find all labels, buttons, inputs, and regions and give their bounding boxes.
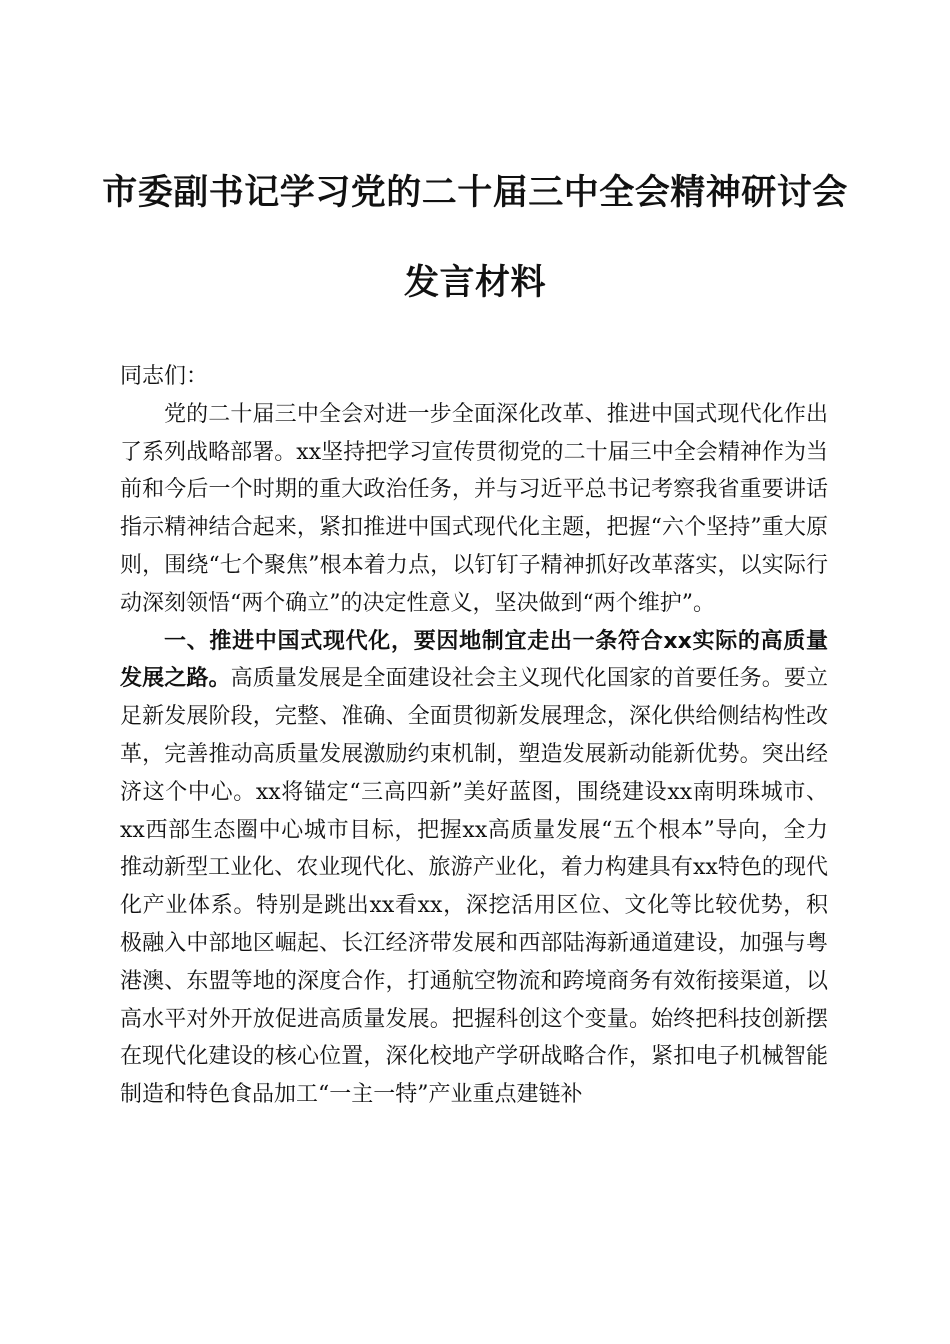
paragraph-text: 党的二十届三中全会对进一步全面深化改革、推进中国式现代化作出了系列战略部署。xx坚持把学习宣传贯彻党的二十届三中全会精神作为当前和今后一个时期的重大政治任务，并与习近平总书记考察我省重要讲话指示精神结合起来，紧扣推进中国式现代化主题，把握“六个坚持”重大原则，围绕“七个聚焦”根本着力点，以钉钉子精神抓好改革落实，以实际行动深刻领悟“两个确立”的决定性意义，坚决做到“两个维护”。 [120,401,828,616]
paragraph-section-one [120,623,828,1114]
section-heading: 一、推进中国式现代化，要因地制宜走出一条符合xx实际的高质量发展之路。 [120,628,828,692]
document-body [120,358,828,1114]
document-title: 市委副书记学习党的二十届三中全会精神研讨会发言材料 [102,172,848,303]
salutation: 同志们： [120,364,209,389]
paragraph-intro [120,396,828,623]
paragraph-text: 高质量发展是全面建设社会主义现代化国家的首要任务。要立足新发展阶段，完整、准确、全面贯彻新发展理念，深化供给侧结构性改革，完善推动高质量发展激励约束机制，塑造发展新动能新优势。突出经济这个中心。xx将锚定“三高四新”美好蓝图，围绕建设xx南明珠城市、xx西部生态圈中心城市目标，把握xx高质量发展“五个根本”导向，全力推动新型工业化、农业现代化、旅游产业化，着力构建具有xx特色的现代化产业体系。特别是跳出xx看xx，深挖活用区位、文化等比较优势，积极融入中部地区崛起、长江经济带发展和西部陆海新通道建设，加强与粤港澳、东盟等地的深度合作，打通航空物流和跨境商务有效衔接渠道，以高水平对外开放促进高质量发展。把握科创这个变量。始终把科技创新摆在现代化建设的核心位置，深化校地产学研战略合作，紧扣电子机械智能制造和特色食品加工“一主一特”产业重点建链补 [120,666,828,1108]
